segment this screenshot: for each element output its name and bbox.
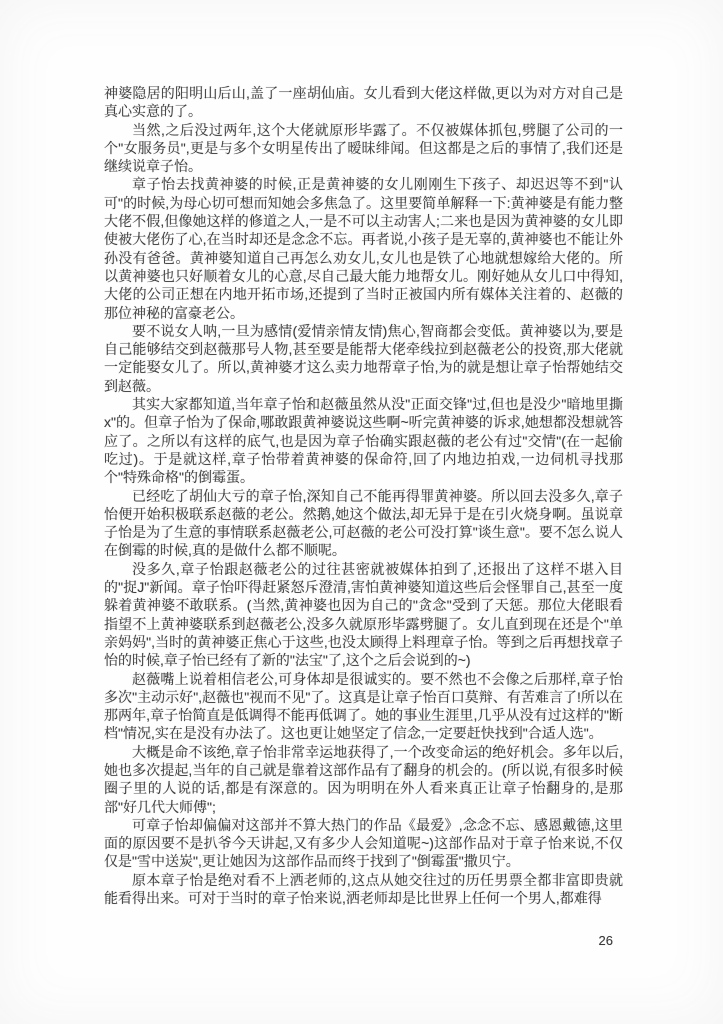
paragraph: 已经吃了胡仙大亏的章子怡,深知自己不能再得罪黄神婆。所以回去没多久,章子怡便开始积极联系赵薇的老公。然鹅,她这个做法,却无异于是在引火烧身啊。虽说章子怡是为了生意的事情联系赵薇老公,可赵薇的老公可没打算"谈生意"。要不怎么说人在倒霉的时候,真的是做什么都不顺呢。 [104, 487, 623, 559]
paragraph: 可章子怡却偏偏对这部并不算大热门的作品《最爱》,念念不忘、感恩戴德,这里面的原因要不是扒爷今天讲起,又有多少人会知道呢~)这部作品对于章子怡来说,不仅仅是"雪中送炭",更让她因为这部作品而终于找到了"倒霉蛋"撒贝宁。 [104, 816, 623, 870]
paragraph: 要不说女人呐,一旦为感情(爱情亲情友情)焦心,智商都会变低。黄神婆以为,要是自己能够结交到赵薇那号人物,甚至要是能帮大佬牵线拉到赵薇老公的投资,那大佬就一定能娶女儿了。所以,黄神婆才这么卖力地帮章子怡,为的就是想让章子怡帮她结交到赵薇。 [104, 322, 623, 394]
paragraph: 其实大家都知道,当年章子怡和赵薇虽然从没"正面交锋"过,但也是没少"暗地里撕x"的。但章子怡为了保命,哪敢跟黄神婆说这些啊~听完黄神婆的诉求,她想都没想就答应了。之所以有这样的底气,也是因为章子怡确实跟赵薇的老公有过"交情"(在一起偷吃过)。于是就这样,章子怡带着黄神婆的保命符,回了内地边拍戏,一边伺机寻找那个"特殊命格"的倒霉蛋。 [104, 396, 623, 486]
paragraph: 章子怡去找黄神婆的时候,正是黄神婆的女儿刚刚生下孩子、却迟迟等不到"认可"的时候,为母心切可想而知她会多焦急了。这里要简单解释一下:黄神婆是有能力整大佬不假,但像她这样的修道之人,一是不可以主动害人;二来也是因为黄神婆的女儿即使被大佬伤了心,在当时却还是念念不忘。再者说,小孩子是无辜的,黄神婆也不能让外孙没有爸爸。黄神婆知道自己再怎么劝女儿,女儿也是铁了心地就想嫁给大佬的。所以黄神婆也只好顺着女儿的心意,尽自己最大能力地帮女儿。刚好她从女儿口中得知,大佬的公司正想在内地开拓市场,还提到了当时正被国内所有媒体关注着的、赵薇的那位神秘的富豪老公。 [104, 176, 623, 321]
paragraph: 大概是命不该绝,章子怡非常幸运地获得了,一个改变命运的绝好机会。多年以后,她也多次提起,当年的自己就是靠着这部作品有了翻身的机会的。(所以说,有很多时候圈子里的人说的话,都是有深意的。因为明明在外人看来真正让章子怡翻身的,是那部"好几代大师傅"; [104, 743, 623, 815]
paragraph: 当然,之后没过两年,这个大佬就原形毕露了。不仅被媒体抓包,劈腿了公司的一个"女服务员",更是与多个女明星传出了暧昧绯闻。但这都是之后的事情了,我们还是继续说章子怡。 [104, 121, 623, 175]
text-column [104, 84, 623, 907]
paragraph: 赵薇嘴上说着相信老公,可身体却是很诚实的。要不然也不会像之后那样,章子怡多次"主动示好",赵薇也"视而不见"了。这真是让章子怡百口莫辩、有苦难言了!所以在那两年,章子怡简直是低调得不能再低调了。她的事业生涯里,几乎从没有过这样的"断档"情况,实在是没有办法了。这也更让她坚定了信念,一定要赶快找到"合适人选"。 [104, 670, 623, 742]
paragraph: 原本章子怡是绝对看不上洒老师的,这点从她交往过的历任男票全都非富即贵就能看得出来。可对于当时的章子怡来说,洒老师却是比世界上任何一个男人,都难得 [104, 871, 623, 907]
page-number: 26 [598, 933, 613, 948]
paragraph: 神婆隐居的阳明山后山,盖了一座胡仙庙。女儿看到大佬这样做,更以为对方对自己是真心实意的了。 [104, 85, 623, 120]
paragraph: 没多久,章子怡跟赵薇老公的过往甚密就被媒体拍到了,还报出了这样不堪入目的"捉J"新闻。章子怡吓得赶紧怒斥澄清,害怕黄神婆知道这些后会怪罪自己,甚至一度躲着黄神婆不敢联系。(当然,黄神婆也因为自己的"贪念"受到了天惩。那位大佬眼看指望不上黄神婆联系到赵薇老公,没多久就原形毕露劈腿了。女儿直到现在还是个"单亲妈妈",当时的黄神婆正焦心于这些,也没太顾得上料理章子怡。等到之后再想找章子怡的时候,章子怡已经有了新的"法宝"了,这个之后会说到的~) [104, 560, 623, 669]
